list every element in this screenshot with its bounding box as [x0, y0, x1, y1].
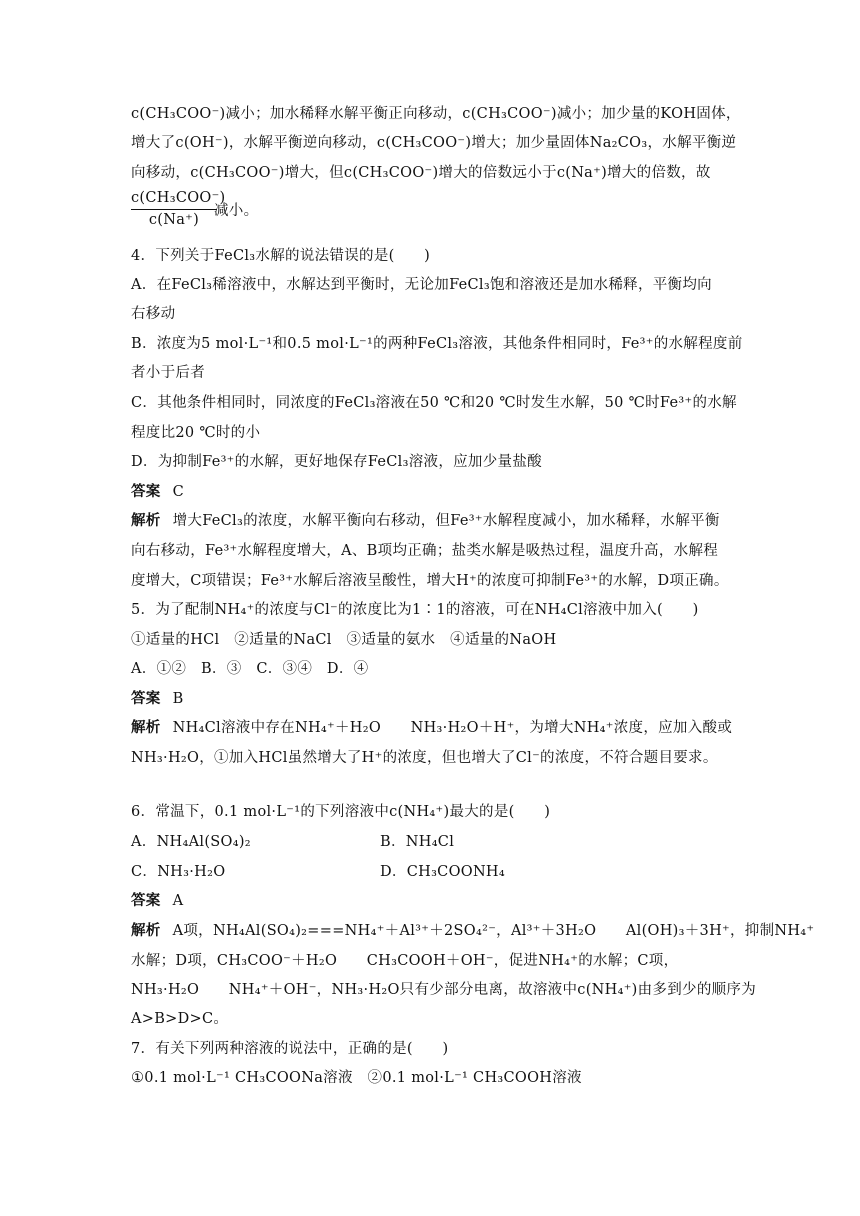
option-a-line1: A．在FeCl₃稀溶液中，水解达到平衡时，无论加FeCl₃饱和溶液还是加水稀释，平衡均向 — [131, 277, 712, 293]
answer-5 — [131, 689, 184, 709]
explanation-text: NH₄Cl溶液中存在NH₄⁺＋H₂O NH₃·H₂O＋H⁺，为增大NH₄⁺浓度，应加入酸或 — [172, 720, 733, 736]
fraction — [131, 188, 226, 230]
answer-label: 答案 — [131, 484, 161, 500]
option-c-line2: 程度比20 ℃时的小 — [131, 425, 261, 441]
answer-value: C — [172, 484, 185, 500]
question-4: 4．下列关于FeCl₃水解的说法错误的是( ) — [131, 248, 431, 264]
explanation-4-line1 — [131, 511, 720, 531]
question-5-items: ①适量的HCl ②适量的NaCl ③适量的氨水 ④适量的NaOH — [131, 632, 557, 648]
explanation-label: 解析 — [131, 513, 161, 529]
question-5-options: A．①② B．③ C．③④ D．④ — [131, 661, 369, 677]
answer-label: 答案 — [131, 893, 161, 909]
text-line: 减小。 — [214, 203, 259, 219]
explanation-text: A项，NH₄Al(SO₄)₂===NH₄⁺＋Al³⁺＋2SO₄²⁻，Al³⁺＋3H₂O Al(OH)₃＋3H⁺，抑制NH₄⁺ — [172, 923, 815, 939]
explanation-6-line4: A>B>D>C。 — [131, 1011, 229, 1027]
answer-6 — [131, 891, 183, 911]
answer-label: 答案 — [131, 691, 161, 707]
explanation-4-line3: 度增大，C项错误；Fe³⁺水解后溶液呈酸性，增大H⁺的浓度可抑制Fe³⁺的水解，D项正确。 — [131, 573, 729, 589]
text-line: 向移动，c(CH₃COO⁻)增大，但c(CH₃COO⁻)增大的倍数远小于c(Na⁺)增大的倍数，故 — [131, 165, 711, 181]
question-7-items: ①0.1 mol·L⁻¹ CH₃COONa溶液 ②0.1 mol·L⁻¹ CH₃COOH溶液 — [131, 1070, 582, 1086]
explanation-label: 解析 — [131, 923, 161, 939]
option-b-line1: B．浓度为5 mol·L⁻¹和0.5 mol·L⁻¹的两种FeCl₃溶液，其他条件相同时，Fe³⁺的水解程度前 — [131, 336, 743, 352]
option-d: D．为抑制Fe³⁺的水解，更好地保存FeCl₃溶液，应加少量盐酸 — [131, 454, 542, 470]
explanation-4-line2: 向右移动，Fe³⁺水解程度增大，A、B项均正确；盐类水解是吸热过程，温度升高，水解程 — [131, 543, 719, 559]
answer-4 — [131, 482, 184, 502]
option-c: C．NH₃·H₂O — [131, 864, 226, 880]
explanation-6-line3: NH₃·H₂O NH₄⁺＋OH⁻，NH₃·H₂O只有少部分电离，故溶液中c(NH₄⁺)由多到少的顺序为 — [131, 982, 757, 998]
question-7: 7．有关下列两种溶液的说法中，正确的是( ) — [131, 1041, 449, 1057]
explanation-text: 增大FeCl₃的浓度，水解平衡向右移动，但Fe³⁺水解程度减小，加水稀释，水解平衡 — [172, 513, 720, 529]
explanation-6-line1 — [131, 921, 814, 941]
option-d: D．CH₃COONH₄ — [380, 864, 505, 880]
answer-value: B — [172, 691, 184, 707]
option-c-line1: C．其他条件相同时，同浓度的FeCl₃溶液在50 ℃和20 ℃时发生水解，50 ℃时Fe³⁺的水解 — [131, 395, 737, 411]
option-b-line2: 者小于后者 — [131, 365, 205, 381]
explanation-5-line2: NH₃·H₂O，①加入HCl虽然增大了H⁺的浓度，但也增大了Cl⁻的浓度，不符合题目要求。 — [131, 750, 718, 766]
text-line: 增大了c(OH⁻)，水解平衡逆向移动，c(CH₃COO⁻)增大；加少量固体Na₂CO₃，水解平衡逆 — [131, 135, 737, 151]
explanation-5-line1 — [131, 718, 732, 738]
explanation-6-line2: 水解；D项，CH₃COO⁻＋H₂O CH₃COOH＋OH⁻，促进NH₄⁺的水解；C项， — [131, 953, 679, 969]
question-6: 6．常温下，0.1 mol·L⁻¹的下列溶液中c(NH₄⁺)最大的是( ) — [131, 804, 551, 820]
question-5: 5．为了配制NH₄⁺的浓度与Cl⁻的浓度比为1∶1的溶液，可在NH₄Cl溶液中加入( ) — [131, 602, 699, 618]
option-a-line2: 右移动 — [131, 306, 176, 322]
text-line: c(CH₃COO⁻)减小；加水稀释水解平衡正向移动，c(CH₃COO⁻)减小；加少量的KOH固体， — [131, 106, 741, 122]
fraction-numerator: c(CH₃COO⁻) — [131, 188, 217, 210]
fraction-denominator: c(Na⁺) — [148, 212, 200, 228]
explanation-label: 解析 — [131, 720, 161, 736]
answer-value: A — [172, 893, 184, 909]
option-a: A．NH₄Al(SO₄)₂ — [131, 834, 251, 850]
option-b: B．NH₄Cl — [380, 834, 455, 850]
